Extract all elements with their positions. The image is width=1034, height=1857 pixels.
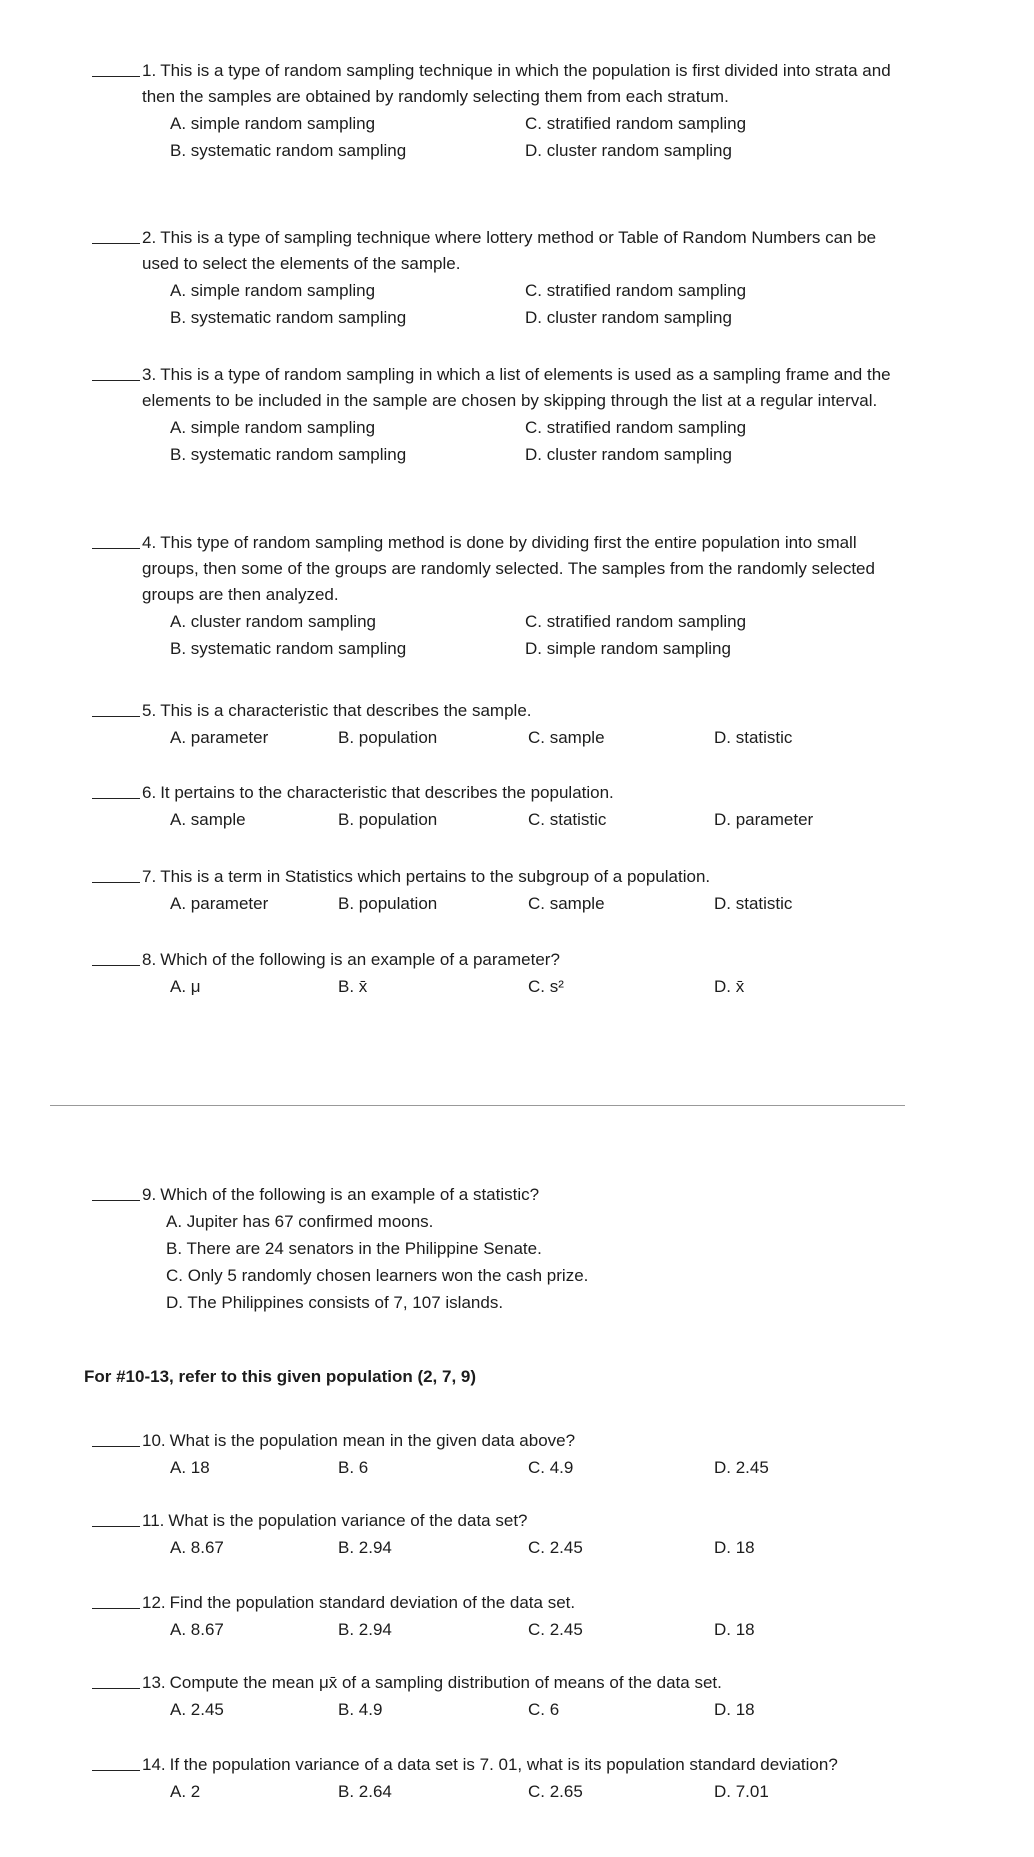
answer-blank[interactable]: [92, 225, 140, 244]
answer-blank[interactable]: [92, 1428, 140, 1447]
question-text: If the population variance of a data set is 7. 01, what is its population standard deviation?: [169, 1755, 838, 1774]
option-d: D. 18: [714, 1620, 755, 1639]
question-5: [92, 698, 892, 751]
option-a: A. parameter: [170, 894, 269, 913]
answer-blank[interactable]: [92, 1590, 140, 1609]
question-number: 1.: [142, 61, 157, 80]
question-text: Compute the mean μx̄ of a sampling distribution of means of the data set.: [169, 1673, 722, 1692]
option-d: D. x̄: [714, 977, 745, 996]
option-b: B. 2.94: [338, 1620, 392, 1639]
question-text: This type of random sampling method is done by dividing first the entire population into small groups, then some of the groups are randomly selected. The samples from the randomly selected groups are then analyzed.: [142, 533, 875, 604]
option-c: C. 2.45: [528, 1538, 583, 1557]
answer-blank[interactable]: [92, 947, 140, 966]
question-7: [92, 864, 892, 917]
answer-blank[interactable]: [92, 362, 140, 381]
question-text: Which of the following is an example of a parameter?: [160, 950, 560, 969]
question-number: 5.: [142, 701, 157, 720]
option-c: C. stratified random sampling: [525, 281, 747, 300]
question-text: It pertains to the characteristic that describes the population.: [160, 783, 614, 802]
option-a: A. μ: [170, 977, 201, 996]
answer-blank[interactable]: [92, 530, 140, 549]
option-a: A. simple random sampling: [170, 418, 376, 437]
option-a: A. parameter: [170, 728, 269, 747]
option-b: B. 2.64: [338, 1782, 392, 1801]
option-a: A. 2: [170, 1782, 201, 1801]
question-6: [92, 780, 892, 833]
option-a: A. cluster random sampling: [170, 612, 376, 631]
option-c: C. 4.9: [528, 1458, 574, 1477]
option-a: A. Jupiter has 67 confirmed moons.: [166, 1212, 434, 1231]
question-10: [92, 1428, 892, 1481]
option-d: D. cluster random sampling: [525, 141, 732, 160]
option-b: B. x̄: [338, 977, 368, 996]
option-a: A. sample: [170, 810, 246, 829]
option-c: C. s²: [528, 977, 564, 996]
option-c: C. stratified random sampling: [525, 114, 747, 133]
answer-blank[interactable]: [92, 1670, 140, 1689]
question-number: 13.: [142, 1673, 166, 1692]
question-number: 4.: [142, 533, 157, 552]
question-text: Which of the following is an example of a statistic?: [160, 1185, 540, 1204]
option-d: D. 18: [714, 1538, 755, 1557]
question-text: This is a type of random sampling technique in which the population is first divided into strata and then the samples are obtained by randomly selecting them from each stratum.: [142, 61, 891, 106]
question-text: Find the population standard deviation of the data set.: [169, 1593, 576, 1612]
option-b: B. systematic random sampling: [170, 639, 407, 658]
option-d: D. statistic: [714, 728, 793, 747]
question-text: What is the population mean in the given data above?: [169, 1431, 576, 1450]
answer-blank[interactable]: [92, 698, 140, 717]
option-a: A. 18: [170, 1458, 210, 1477]
option-b: B. systematic random sampling: [170, 445, 407, 464]
option-a: A. simple random sampling: [170, 114, 376, 133]
option-b: B. systematic random sampling: [170, 141, 407, 160]
option-d: D. 18: [714, 1700, 755, 1719]
question-text: This is a term in Statistics which pertains to the subgroup of a population.: [160, 867, 711, 886]
answer-blank[interactable]: [92, 1182, 140, 1201]
option-a: A. simple random sampling: [170, 281, 376, 300]
question-number: 3.: [142, 365, 157, 384]
question-14: [92, 1752, 892, 1805]
question-4: [92, 530, 892, 662]
option-c: C. 6: [528, 1700, 560, 1719]
option-b: B. population: [338, 894, 438, 913]
question-number: 14.: [142, 1755, 166, 1774]
option-d: D. 7.01: [714, 1782, 769, 1801]
question-1: [92, 58, 892, 164]
question-text: What is the population variance of the data set?: [168, 1511, 528, 1530]
question-2: [92, 225, 892, 331]
option-a: A. 2.45: [170, 1700, 224, 1719]
option-c: C. 2.45: [528, 1620, 583, 1639]
question-12: [92, 1590, 892, 1643]
question-number: 12.: [142, 1593, 166, 1612]
option-c: C. stratified random sampling: [525, 418, 747, 437]
question-3: [92, 362, 892, 468]
option-b: B. 6: [338, 1458, 369, 1477]
question-number: 11.: [142, 1511, 165, 1530]
option-c: C. 2.65: [528, 1782, 583, 1801]
option-d: D. The Philippines consists of 7, 107 islands.: [166, 1293, 504, 1312]
question-number: 9.: [142, 1185, 157, 1204]
option-c: C. Only 5 randomly chosen learners won the cash prize.: [166, 1266, 589, 1285]
option-c: C. statistic: [528, 810, 607, 829]
question-number: 7.: [142, 867, 157, 886]
option-d: D. 2.45: [714, 1458, 769, 1477]
option-b: B. 2.94: [338, 1538, 392, 1557]
option-b: B. 4.9: [338, 1700, 383, 1719]
answer-blank[interactable]: [92, 58, 140, 77]
option-b: B. population: [338, 810, 438, 829]
question-number: 6.: [142, 783, 157, 802]
option-d: D. statistic: [714, 894, 793, 913]
question-text: This is a type of random sampling in which a list of elements is used as a sampling frame and the elements to be included in the sample are chosen by skipping through the list at a regular interval.: [142, 365, 891, 410]
option-b: B. systematic random sampling: [170, 308, 407, 327]
option-a: A. 8.67: [170, 1620, 224, 1639]
question-11: [92, 1508, 892, 1561]
question-number: 2.: [142, 228, 157, 247]
question-number: 10.: [142, 1431, 166, 1450]
option-c: C. sample: [528, 728, 605, 747]
question-number: 8.: [142, 950, 157, 969]
option-b: B. population: [338, 728, 438, 747]
option-d: D. parameter: [714, 810, 814, 829]
option-a: A. 8.67: [170, 1538, 224, 1557]
answer-blank[interactable]: [92, 1752, 140, 1771]
question-13: [92, 1670, 892, 1723]
question-8: [92, 947, 892, 1000]
page-divider: [50, 1105, 905, 1106]
option-b: B. There are 24 senators in the Philippine Senate.: [166, 1239, 542, 1258]
question-9: [92, 1182, 892, 1316]
option-d: D. cluster random sampling: [525, 445, 732, 464]
answer-blank[interactable]: [92, 780, 140, 799]
option-d: D. simple random sampling: [525, 639, 731, 658]
section-heading: For #10-13, refer to this given population (2, 7, 9): [84, 1367, 477, 1386]
question-text: This is a characteristic that describes the sample.: [160, 701, 532, 720]
option-c: C. sample: [528, 894, 605, 913]
answer-blank[interactable]: [92, 1508, 140, 1527]
option-c: C. stratified random sampling: [525, 612, 747, 631]
answer-blank[interactable]: [92, 864, 140, 883]
question-text: This is a type of sampling technique where lottery method or Table of Random Numbers can be used to select the elements of the sample.: [142, 228, 877, 273]
option-d: D. cluster random sampling: [525, 308, 732, 327]
